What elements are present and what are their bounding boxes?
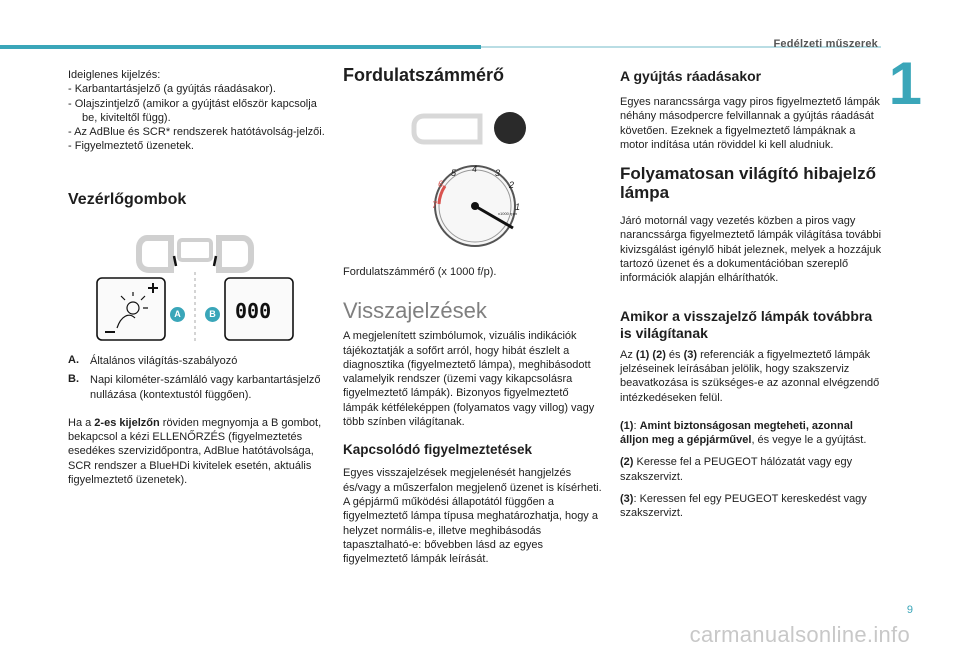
tachometer-unit: x1000 rpm (498, 211, 517, 216)
list-item: - Az AdBlue és SCR* rendszerek hatótávolság-jelzői. (68, 126, 325, 139)
ignition-heading: A gyújtás ráadásakor (620, 68, 762, 84)
para-rest: röviden megnyomja a B gombot, bekapcsol a kézi ELLENŐRZÉS (figyelmeztetés esedékes szervizidőpontra, AdBlue hatótávolsága, SCR rendszer a BlueHDi kivitelek esetén, aktuális figyelmeztető üzenetek). (68, 416, 322, 487)
badge-a: A (170, 307, 185, 322)
legend-text: Általános világítás-szabályozó (90, 355, 238, 367)
manual-check-paragraph (68, 416, 330, 487)
note-rest: Keresse fel a PEUGEOT hálózatát vagy egy szakszervizt. (620, 456, 853, 483)
ref-1: (1) (635, 348, 650, 361)
tick-label: 4 (472, 164, 478, 174)
note-ref: (2) (620, 456, 634, 469)
list-item: - Olajszintjelző (amikor a gyújtást először kapcsolja be, kiviteltől függ). (68, 97, 317, 124)
controls-heading: Vezérlőgombok (68, 190, 187, 208)
badge-b: B (205, 307, 220, 322)
para-bold: 2-es kijelzőn (94, 416, 160, 429)
refs-text-a: Az (620, 348, 636, 361)
intro-title: Ideiglenes kijelzés: (68, 69, 161, 81)
legend-text: Napi kilométer-számláló vagy karbantartásjelző nullázása (kontextustól függően). (90, 374, 321, 401)
still-lit-heading: Amikor a visszajelző lámpák továbbra is világítanak (620, 307, 873, 341)
note-3 (620, 492, 882, 521)
column-left (68, 68, 330, 209)
note-bold: Amint biztonságosan megteheti, azonnal álljon meg a gépjárművel (620, 419, 853, 447)
note-1: (1): Amint biztonságosan megteheti, azonnal álljon meg a gépjárművel, és vegye le a gyújtást. (620, 419, 867, 447)
tick-label: 7 (432, 200, 438, 210)
column-right (620, 68, 882, 521)
section-title: Fedélzeti műszerek (773, 38, 878, 50)
header-accent-bar (0, 45, 481, 49)
constant-lamp-paragraph: Járó motornál vagy vezetés közben a piros vagy narancssárga figyelmeztető lámpák világítása további kivizsgálást igénylő hibát jeleznek, melyek a hozzájuk tartozó üzenet és a dokumentációban szereplő információk alapján elháríthatók. (620, 215, 882, 285)
indicators-heading: Visszajelzések (343, 298, 487, 324)
ignition-paragraph: Egyes narancssárga vagy piros figyelmeztető lámpák néhány másodpercre felvillannak a gyújtás ráadását követően. Ezeknek a figyelmeztető lámpáknak a motor indítása után röviddel ki kell aludniuk. (620, 96, 880, 151)
note-rest: : Keressen fel egy PEUGEOT kereskedést vagy szakszervizt. (620, 493, 867, 520)
column-middle-body (343, 265, 605, 566)
related-warnings-paragraph: Egyes visszajelzések megjelenését hangjelzés és/vagy a műszerfalon megjelenő üzenet is kísérheti. A gépjármű működési állapotától függően a figyelmeztető lámpa típusa meghatározhatja, hogy a helyzet normális-e, illetve meghibásodás tapasztalható-e: bővebben lásd az egyes figyelmeztető lámpák leírását. (343, 467, 602, 566)
note-rest: , és vegye le a gyújtást. (751, 434, 867, 447)
ref-3: (3) (683, 348, 698, 361)
refs-text-b: referenciák a figyelmeztető lámpák jelzéseinek leírásában jelölik, hogy szakszerviz beavatkozása is szükséges-e az azonnal elvégzendő intézkedéseken felül. (620, 348, 880, 404)
tick-label: 5 (451, 168, 457, 178)
chapter-number: 1 (888, 50, 922, 117)
tachometer-illustration (410, 108, 540, 248)
tick-label: 6 (438, 179, 444, 189)
para-prefix: Ha a (68, 416, 95, 429)
refs-and: és (665, 348, 684, 361)
tick-label: 3 (495, 168, 501, 178)
tachometer-caption: Fordulatszámmérő (x 1000 f/p). (343, 266, 497, 278)
constant-lamp-heading: Folyamatosan világító hibajelző lámpa (620, 164, 876, 203)
controls-legend (68, 354, 330, 402)
note-2 (620, 455, 882, 484)
ref-2: (2) (652, 348, 666, 361)
note-ref: (3) (620, 493, 634, 506)
tachometer-figure (410, 108, 540, 248)
related-warnings-heading: Kapcsolódó figyelmeztetések (343, 442, 533, 458)
legend-term: B. (68, 373, 79, 386)
column-middle (343, 66, 605, 85)
tachometer-heading: Fordulatszámmérő (343, 65, 505, 85)
note-ref: (1) (620, 419, 634, 432)
list-item: - Figyelmeztető üzenetek. (68, 140, 194, 153)
list-item: - Karbantartásjelző (a gyújtás ráadásakor). (68, 83, 276, 96)
page-number: 9 (906, 604, 913, 616)
references-paragraph (620, 348, 882, 405)
watermark: carmanualsonline.info (689, 622, 910, 647)
tick-label: 2 (509, 180, 515, 190)
column-left-bottom (68, 354, 330, 487)
controls-illustration (95, 232, 295, 347)
tick-label: 1 (515, 202, 521, 212)
intro-list (68, 82, 330, 153)
indicators-paragraph: A megjelenített szimbólumok, vizuális indikációk tájékoztatják a sofőrt arról, hogy hibát észlelt a diagnosztika (figyelmeztető lámpa), meghibásodott valamelyik rendszer (üzemi vagy kikapcsolásra figyelmeztető lámpák). Bizonyos figyelmeztető lámpák kétféleképpen (folyamatos vagy villog) vagy több színben világítanak. (343, 330, 595, 429)
controls-figure (95, 232, 295, 347)
legend-term: A. (68, 354, 79, 366)
display-counter: 000 (235, 299, 272, 323)
